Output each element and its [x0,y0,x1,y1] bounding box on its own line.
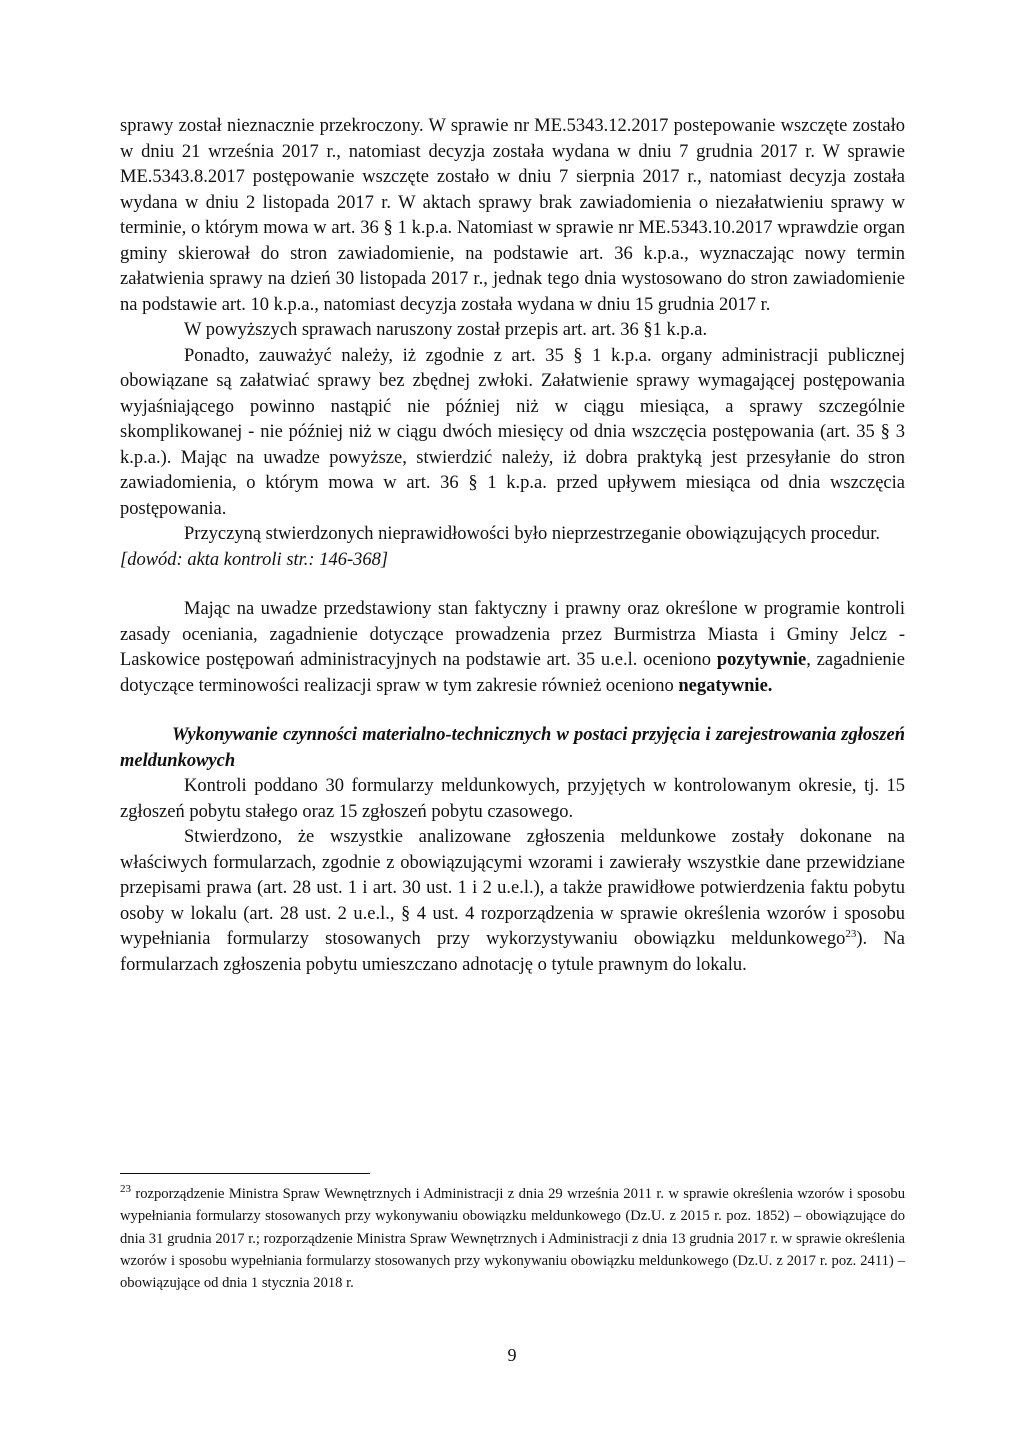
paragraph-violation: W powyższych sprawach naruszony został przepis art. art. 36 §1 k.p.a. [184,320,708,340]
paragraph-forms-count: Kontroli poddano 30 formularzy meldunkowych, przyjętych w kontrolowanym okresie, tj. 15 zgłoszeń pobytu stałego oraz 15 zgłoszeń pobytu czasowego. [120,776,905,822]
footnote-separator [120,1173,370,1174]
assessment-text-2: , zagadnienie dotyczące terminowości realizacji spraw w tym zakresie również oceniono [120,650,905,696]
paragraph-art35: Ponadto, zauważyć należy, iż zgodnie z art. 35 § 1 k.p.a. organy administracji publicznej obowiązane są załatwiać sprawy bez zbędnej zwłoki. Załatwienie sprawy wymagającej postępowania wyjaśniającego powinno nastąpić nie później niż w ciągu miesiąca, a sprawy szczególnie skomplikowanej - nie później niż w ciągu dwóch miesięcy od dnia wszczęcia postępowania (art. 35 § 3 k.p.a.). Mając na uwadze powyższe, stwierdzić należy, iż dobra praktyką jest przesyłanie do stron zawiadomienia, o którym mowa w art. 36 § 1 k.p.a. przed upływem miesiąca od dnia wszczęcia postępowania. [120,345,905,519]
footnote-number: 23 [120,1183,131,1196]
assessment-negative: negatywnie. [678,675,773,696]
evidence-reference: [dowód: akta kontroli str.: 146-368] [120,549,389,570]
section-title: Wykonywanie czynności materialno-technicznych w postaci przyjęcia i zarejestrowania zgłoszeń meldunkowych [120,725,905,771]
findings-text-2: ). Na formularzach zgłoszenia pobytu umieszczano adnotację o tytule prawnym do lokalu. [120,929,905,975]
assessment-positive: pozytywnie [716,650,807,670]
findings-text-1: Stwierdzono, że wszystkie analizowane zgłoszenia meldunkowe zostały dokonane na właściwych formularzach, zgodnie z obowiązującymi wzorami i zawierały wszystkie dane przewidziane przepisami prawa (art. 28 ust. 1 i art. 30 ust. 1 i 2 u.e.l.), a także prawidłowe potwierdzenia faktu pobytu osoby w lokalu (art. 28 ust. 2 u.e.l., § 4 ust. 4 rozporządzenia w sprawie określenia wzorów i sposobu wypełniania formularzy stosowanych przy wykorzystywaniu obowiązku meldunkowego [120,827,905,949]
paragraph-findings [120,825,905,978]
paragraph-assessment [120,597,905,699]
page-number: 9 [507,1345,517,1365]
main-text [120,114,905,978]
spacer [120,573,905,597]
footnote-23 [120,1183,905,1294]
footnotes [120,1183,905,1294]
paragraph-cause: Przyczyną stwierdzonych nieprawidłowości było nieprzestrzeganie obowiązujących procedur. [184,524,881,544]
footnote-reference: 23 [845,927,857,940]
paragraph-case-deadlines: sprawy został nieznacznie przekroczony. W sprawie nr ME.5343.12.2017 postepowanie wszczęte zostało w dniu 21 września 2017 r., natomiast decyzja została wydana w dniu 7 grudnia 2017 r. W sprawie ME.5343.8.2017 postępowanie wszczęte zostało w dniu 7 sierpnia 2017 r., natomiast decyzja została wydana w dniu 2 listopada 2017 r. W aktach sprawy brak zawiadomienia o niezałatwieniu sprawy w terminie, o którym mowa w art. 36 § 1 k.p.a. Natomiast w sprawie nr ME.5343.10.2017 wprawdzie organ gminy skierował do stron zawiadomienie, na podstawie art. 36 k.p.a., wyznaczając nowy termin załatwienia sprawy na dzień 30 listopada 2017 r., jednak tego dnia wystosowano do stron zawiadomienie na podstawie art. 10 k.p.a., natomiast decyzja została wydana w dniu 15 grudnia 2017 r. [120,116,905,315]
footnote-text: rozporządzenie Ministra Spraw Wewnętrznych i Administracji z dnia 29 września 2011 r. w sprawie określenia wzorów i sposobu wypełniania formularzy stosowanych przy wykonywaniu obowiązku meldunkowego (Dz.U. z 2015 r. poz. 1852) – obowiązujące do dnia 31 grudnia 2017 r.; rozporządzenie Ministra Spraw Wewnętrznych i Administracji z dnia 13 grudnia 2017 r. w sprawie określenia wzorów i sposobu wypełniania formularzy stosowanych przy wykonywaniu obowiązku meldunkowego (Dz.U. z 2017 r. poz. 2411) – obowiązujące od dnia 1 stycznia 2018 r. [120,1186,905,1292]
spacer [120,699,905,723]
assessment-text-1: Mając na uwadze przedstawiony stan faktyczny i prawny oraz określone w programie kontroli zasady oceniania, zagadnienie dotyczące prowadzenia przez Burmistrza Miasta i Gminy Jelcz - Laskowice postępowań administracyjnych na podstawie art. 35 u.e.l. oceniono [120,599,905,670]
